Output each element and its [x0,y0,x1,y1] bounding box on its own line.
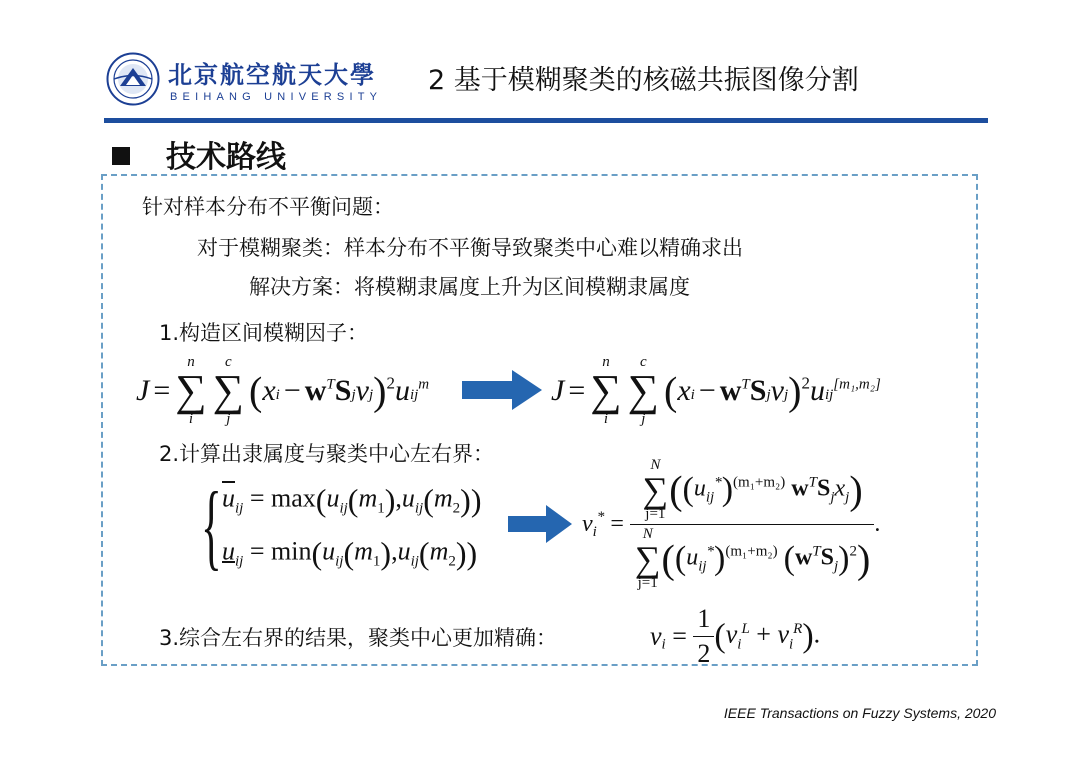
sum-over-i: n ∑ i [175,354,207,427]
objective-function-interval: J = n ∑ i c ∑ j $(x_i - w^TS_jv_j)^2u_{ij}[m_1,m_2]$ [551,354,881,427]
bullet-square-icon [112,147,130,165]
upper-bound-equation: $\overline{u}_{ij} = \max(u_{ij}(m_1),u_{ij}(m_2))$ [222,482,482,518]
university-logo [104,46,384,114]
transform-arrow-icon [462,370,544,410]
final-center-equation: $v_i$ = $\frac{1}{2}$ $(v_i^L + v_i^R)$. [650,604,821,668]
problem-statement: 针对样本分布不平衡问题： [142,195,394,219]
logo-english-name: BEIHANG UNIVERSITY [170,91,383,103]
slide-title: 2 基于模糊聚类的核磁共振图像分割 [428,65,859,96]
sum-over-j: c ∑ j [212,354,244,427]
step3-label: 3.综合左右界的结果，聚类中心更加精确： [159,626,558,650]
system-brace: { [201,472,222,579]
citation: IEEE Transactions on Fuzzy Systems, 2020 [723,705,996,721]
fuzzy-clustering-line: 对于模糊聚类：样本分布不平衡导致聚类中心难以精确求出 [197,236,743,260]
lower-bound-equation: $u_{ij} = \min(u_{ij}(m_1),u_{ij}(m_2))$ [222,535,478,571]
objective-function-original: J = n ∑ i c ∑ j $(x_i - w^TS_jv_j)^2u_{ij}^m$ [136,354,430,427]
step2-label: 2.计算出隶属度与聚类中心左右界： [159,442,495,466]
university-seal-icon [106,52,160,106]
derive-arrow-icon [508,505,574,543]
one-half-fraction: $\frac{1}{2}$ [693,604,714,669]
section-heading [112,132,286,176]
title-divider [104,118,988,123]
logo-chinese-name: 北京航空航天大學 [168,60,376,89]
cluster-center-equation: $v_i^*$ = N ∑ j=1 ($(u_{ij}^*)^{(m_1+m_2)}$ $w^TS_jx_j$) N ∑ j=1 ($(u_{ij}^*)^{(m_1+m_2)}$ $(w^TS_j)^2$) . [582,457,881,592]
cluster-center-fraction: N ∑ j=1 ($(u_{ij}^*)^{(m_1+m_2)}$ $w^TS_jx_j$) N ∑ j=1 ($(u_{ij}^*)^{(m_1+m_2)}$ $(w^TS_j)^2$) [630,458,874,591]
solution-line: 解决方案：将模糊隶属度上升为区间模糊隶属度 [249,275,690,299]
section-heading-text: 技术路线 [166,140,286,175]
step1-label: 1.构造区间模糊因子： [159,321,369,345]
